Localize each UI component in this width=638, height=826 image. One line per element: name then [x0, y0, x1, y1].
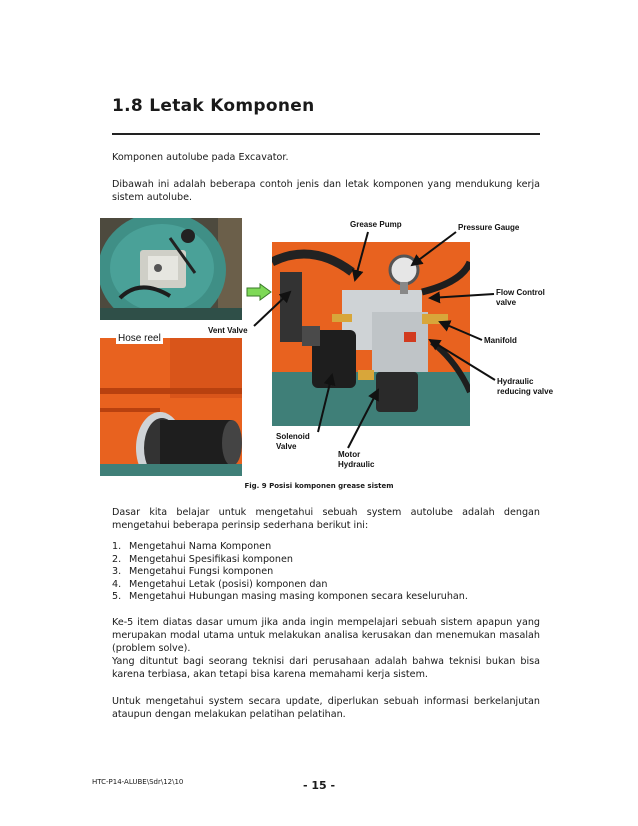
figure-caption: Fig. 9 Posisi komponen grease sistem: [244, 482, 394, 490]
list-item: [112, 591, 540, 604]
list-item: [112, 554, 540, 567]
list-num: 4.: [112, 578, 122, 590]
section-title: 1.8 Letak Komponen: [112, 96, 315, 116]
label-hydraulic-line2: reducing valve: [497, 387, 554, 396]
list-item: [112, 579, 540, 592]
list-num: 1.: [112, 541, 122, 552]
paragraph-2: Dasar kita belajar untuk mengetahui sebuah system autolube adalah dengan mengetahui beberapa perinsip sederhana berikut ini:: [112, 507, 540, 531]
document-code: HTC-P14-ALUBE\Sdr\12\10: [92, 778, 184, 786]
title-underline: [112, 133, 540, 135]
label-hose-reel: Hose reel: [118, 333, 161, 344]
list-num: 2.: [112, 553, 122, 565]
list-text: Mengetahui Letak (posisi) komponen dan: [129, 578, 328, 590]
intro-text: Komponen autolube pada Excavator.: [112, 152, 289, 163]
paragraph-1: Dibawah ini adalah beberapa contoh jenis dan letak komponen yang mendukung kerja sistem autolube.: [112, 179, 540, 203]
principle-list: [112, 541, 540, 604]
figure: [0, 210, 638, 500]
paragraph-5: Untuk mengetahui system secara update, diperlukan sebuah informasi berkelanjutan ataupun dengan melakukan pelatihan pelatihan.: [112, 696, 540, 720]
list-num: 3.: [112, 566, 122, 578]
label-solenoid-line2: Valve: [276, 442, 297, 451]
list-item: [112, 541, 540, 554]
list-text: Mengetahui Hubungan masing masing komponen secara keseluruhan.: [129, 591, 468, 603]
paragraph-4: Yang dituntut bagi seorang teknisi dari perusahaan adalah bahwa teknisi bukan bisa karena terbiasa, akan tetapi bisa karena memahami kerja sistem.: [112, 656, 540, 680]
label-grease-pump: Grease Pump: [350, 220, 402, 229]
label-pressure-gauge: Pressure Gauge: [458, 223, 520, 232]
leader-lines: [0, 210, 638, 500]
label-flow-control-line2: valve: [496, 298, 517, 307]
label-manifold: Manifold: [484, 336, 517, 345]
label-vent-valve: Vent Valve: [208, 326, 248, 335]
label-motor-line2: Hydraulic: [338, 460, 375, 469]
list-text: Mengetahui Nama Komponen: [129, 541, 272, 552]
label-solenoid-line1: Solenoid: [276, 432, 310, 441]
list-num: 5.: [112, 591, 122, 603]
list-text: Mengetahui Spesifikasi komponen: [129, 553, 293, 565]
label-flow-control-line1: Flow Control: [496, 288, 545, 297]
list-text: Mengetahui Fungsi komponen: [129, 566, 274, 578]
page-number: - 15 -: [302, 779, 336, 792]
list-item: [112, 566, 540, 579]
label-motor-line1: Motor: [338, 450, 361, 459]
paragraph-3: Ke-5 item diatas dasar umum jika anda ingin mempelajari sebuah sistem apapun yang merupakan modal utama untuk melakukan analisa kerusakan dan menemukan masalah (problem solve).: [112, 617, 540, 654]
label-hydraulic-line1: Hydraulic: [497, 377, 534, 386]
